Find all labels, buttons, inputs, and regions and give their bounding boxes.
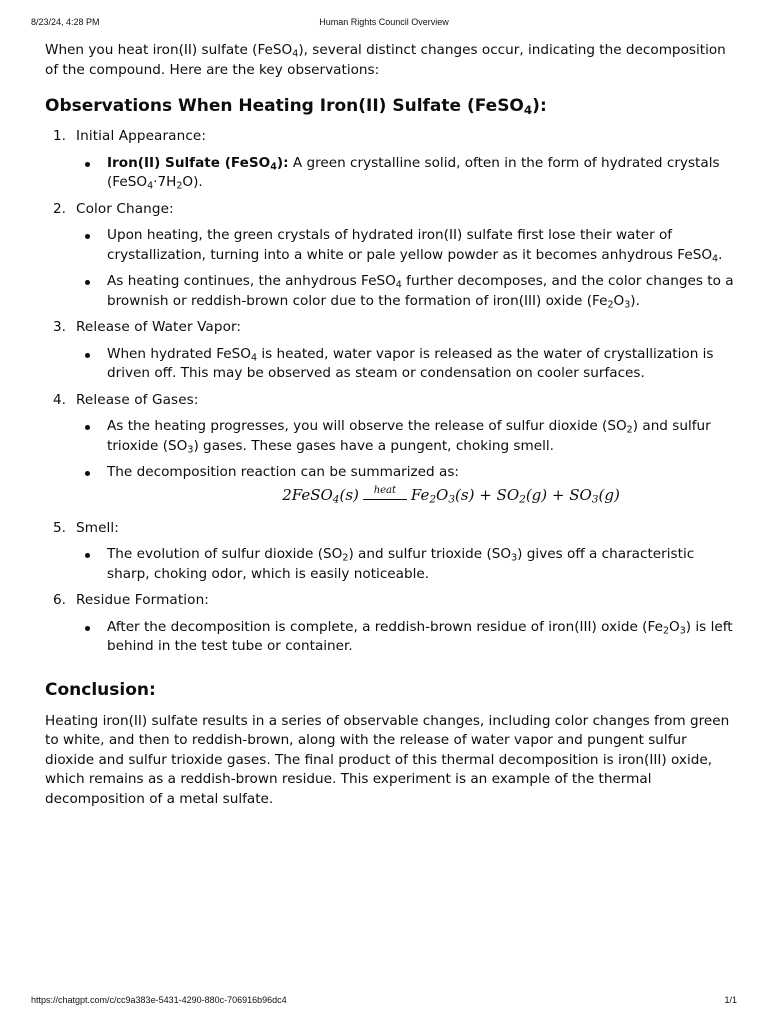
equation-state: (s) + SO <box>455 485 520 504</box>
equation-product: Fe <box>410 485 430 504</box>
bold-subscript: 4 <box>270 160 277 172</box>
bullet-text: ) is left behind in the test tube or container. <box>107 618 733 654</box>
arrow-line <box>363 499 407 500</box>
subscript: 3 <box>679 624 686 636</box>
item-title: Residue Formation: <box>76 592 209 608</box>
bullet-text: ) and sulfur trioxide (SO <box>348 546 512 562</box>
bold-term: Iron(II) Sulfate (FeSO <box>107 154 271 171</box>
observations-list <box>45 127 735 657</box>
subscript: 2 <box>662 624 669 636</box>
list-number: 6. <box>53 592 66 608</box>
list-item-smell <box>45 519 735 585</box>
item-title: Smell: <box>76 519 119 536</box>
bullet-dot <box>85 280 90 285</box>
bullet-text: ). <box>630 292 640 309</box>
subscript: 3 <box>187 443 194 455</box>
heading-text-1: Observations When Heating Iron(II) Sulfate (FeSO <box>45 96 524 116</box>
subscript: 3 <box>624 298 631 310</box>
bullet-text: O <box>613 292 625 309</box>
reaction-equation <box>107 486 735 512</box>
print-date: 8/23/24, 4:28 PM <box>31 17 100 27</box>
heat-label: heat <box>373 484 397 496</box>
bullet-text: ) gives off a characteristic sharp, choking odor, which is easily noticeable. <box>107 546 695 582</box>
equation-state: (s) <box>339 485 359 504</box>
bullet-dot <box>85 234 90 239</box>
sub-list <box>76 417 735 512</box>
equation-subscript: 3 <box>591 493 599 506</box>
bullet-text: ·7H <box>153 174 177 190</box>
bullet-text: The decomposition reaction can be summarized as: <box>107 464 459 480</box>
intro-text-2: ), several distinct changes occur, indicating the decomposition of the compound. Here are the key observations: <box>45 42 726 78</box>
heading-subscript: 4 <box>523 102 533 117</box>
bullet-item <box>76 417 735 456</box>
observations-heading <box>45 95 735 117</box>
intro-subscript: 4 <box>292 48 299 60</box>
list-number: 1. <box>53 128 66 144</box>
equation-subscript: 2 <box>429 493 437 506</box>
list-item-residue <box>45 591 735 657</box>
bullet-dot <box>85 425 90 430</box>
bullet-text: As heating continues, the anhydrous FeSO <box>107 273 396 289</box>
conclusion-heading: Conclusion: <box>45 679 156 700</box>
item-title: Release of Water Vapor: <box>76 319 242 335</box>
bullet-text: . <box>718 246 723 263</box>
equation-state: (g) <box>598 485 620 504</box>
bullet-dot <box>85 353 90 358</box>
sub-list <box>76 154 735 193</box>
bullet-text: A green crystalline solid, often in the form of hydrated crystals (FeSO <box>107 154 720 190</box>
equation-reactant: 2FeSO <box>282 485 333 504</box>
bullet-text: O). <box>182 174 203 190</box>
sub-list <box>76 545 735 584</box>
subscript: 4 <box>147 180 154 192</box>
bullet-item <box>76 545 735 584</box>
equation-state: (g) + SO <box>525 485 592 504</box>
bullet-text: After the decomposition is complete, a reddish-brown residue of iron(III) oxide (Fe <box>107 618 663 635</box>
bullet-dot <box>85 471 90 476</box>
bullet-item <box>76 154 735 193</box>
equation-subscript: 2 <box>519 493 526 506</box>
bullet-text: ) gases. These gases have a pungent, choking smell. <box>193 437 554 454</box>
bullet-dot <box>85 553 90 558</box>
bullet-text: When hydrated FeSO <box>107 345 251 362</box>
heat-arrow <box>363 484 407 503</box>
bullet-text: ) and sulfur trioxide (SO <box>107 418 711 454</box>
bullet-item <box>76 272 735 311</box>
list-number: 3. <box>53 319 66 335</box>
sub-list <box>76 345 735 384</box>
conclusion-paragraph: Heating iron(II) sulfate results in a series of observable changes, including color changes from green to white, and then to reddish-brown, along with the release of water vapor and pungent sulfur dioxide and sulfur trioxide gases. The final product of this thermal decomposition is iron(III) oxide, which remains as a reddish-brown residue. This experiment is an example of the thermal decomposition of a metal sulfate. <box>45 712 730 807</box>
subscript: 2 <box>342 552 349 564</box>
bullet-text: As the heating progresses, you will observe the release of sulfur dioxide (SO <box>107 418 627 434</box>
item-title: Initial Appearance: <box>76 128 207 144</box>
list-number: 5. <box>53 519 66 536</box>
page-number: 1/1 <box>724 995 737 1005</box>
subscript: 2 <box>607 298 614 310</box>
subscript: 4 <box>250 351 258 363</box>
list-number: 4. <box>53 391 66 408</box>
intro-text-1: When you heat iron(II) sulfate (FeSO <box>45 42 293 58</box>
subscript: 3 <box>511 552 518 564</box>
print-footer <box>0 995 768 1009</box>
subscript: 4 <box>395 279 402 291</box>
bullet-text: is heated, water vapor is released as the water of crystallization is driven off. This may be observed as steam or condensation on cooler surfaces. <box>107 345 714 381</box>
bullet-item <box>76 618 735 657</box>
bullet-dot <box>85 162 90 167</box>
list-number: 2. <box>53 200 66 217</box>
document-content <box>45 41 735 809</box>
list-item-gases <box>45 391 735 512</box>
bullet-text: Upon heating, the green crystals of hydrated iron(II) sulfate first lose their water of crystallization, turning into a white or pale yellow powder as it becomes anhydrous FeSO <box>107 227 713 263</box>
list-item-color-change <box>45 200 735 312</box>
bullet-text: further decomposes, and the color changes to a brownish or reddish-brown color due to the formation of iron(III) oxide (Fe <box>107 273 734 309</box>
subscript: 2 <box>176 180 183 192</box>
print-title: Human Rights Council Overview <box>319 17 449 27</box>
print-header <box>0 17 768 31</box>
bullet-text: O <box>669 618 680 635</box>
equation-subscript: 3 <box>448 493 456 506</box>
bullet-item <box>76 345 735 384</box>
bullet-item <box>76 226 735 265</box>
heading-text-2: ): <box>532 96 547 116</box>
item-title: Color Change: <box>76 200 174 217</box>
sub-list <box>76 226 735 311</box>
bullet-dot <box>85 626 90 631</box>
intro-paragraph <box>45 41 735 80</box>
list-item-initial-appearance <box>45 127 735 193</box>
equation-subscript: 4 <box>332 493 340 506</box>
bold-term-end: ): <box>276 154 289 171</box>
bullet-text: The evolution of sulfur dioxide (SO <box>107 546 343 562</box>
list-item-water-vapor <box>45 318 735 384</box>
subscript: 2 <box>626 424 633 436</box>
bullet-item <box>76 463 735 512</box>
subscript: 4 <box>712 252 719 264</box>
equation-product: O <box>436 485 449 504</box>
print-url: https://chatgpt.com/c/cc9a383e-5431-4290-880c-706916b96dc4 <box>31 995 287 1005</box>
item-title: Release of Gases: <box>76 391 199 408</box>
sub-list <box>76 618 735 657</box>
